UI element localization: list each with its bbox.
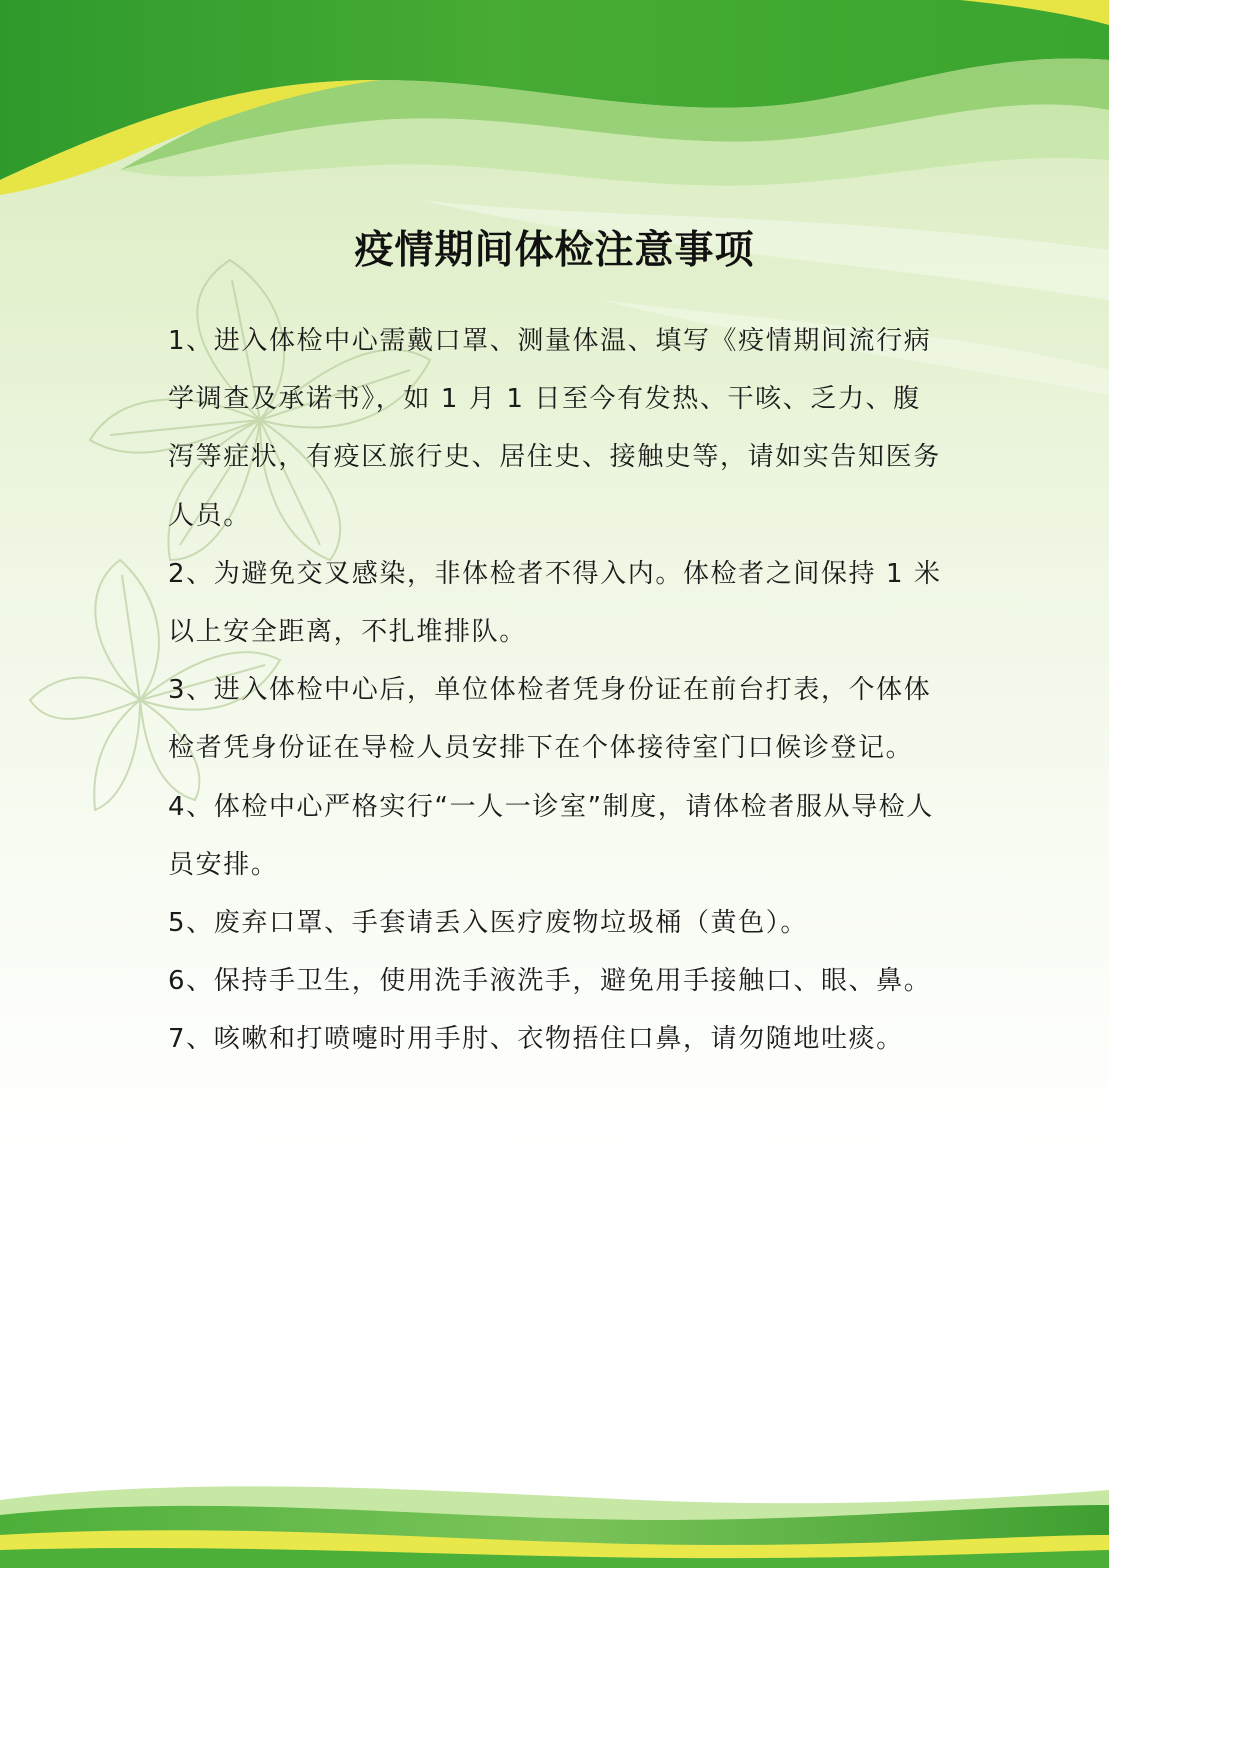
notice-list — [168, 312, 944, 1069]
notice-item: 2、为避免交叉感染，非体检者不得入内。体检者之间保持 1 米以上安全距离，不扎堆排队。 — [168, 558, 942, 648]
notice-item: 1、进入体检中心需戴口罩、测量体温、填写《疫情期间流行病学调查及承诺书》，如 1 月 1 日至今有发热、干咳、乏力、腹泻等症状，有疫区旅行史、居住史、接触史等，请如实告知医务人员。 — [168, 326, 941, 531]
notice-item: 5、废弃口罩、手套请丢入医疗废物垃圾桶（黄色）。 — [168, 908, 808, 939]
notice-item: 3、进入体检中心后，单位体检者凭身份证在前台打表，个体体检者凭身份证在导检人员安排下在个体接待室门口候诊登记。 — [168, 675, 932, 764]
page-title: 疫情期间体检注意事项 — [354, 227, 755, 273]
bottom-wave-decoration — [0, 1486, 1109, 1568]
notice-item: 4、体检中心严格实行“一人一诊室”制度，请体检者服从导检人员安排。 — [168, 791, 934, 880]
notice-item: 6、保持手卫生，使用洗手液洗手，避免用手接触口、眼、鼻。 — [168, 966, 932, 997]
notice-item: 7、咳嗽和打喷嚏时用手肘、衣物捂住口鼻，请勿随地吐痰。 — [168, 1024, 904, 1055]
